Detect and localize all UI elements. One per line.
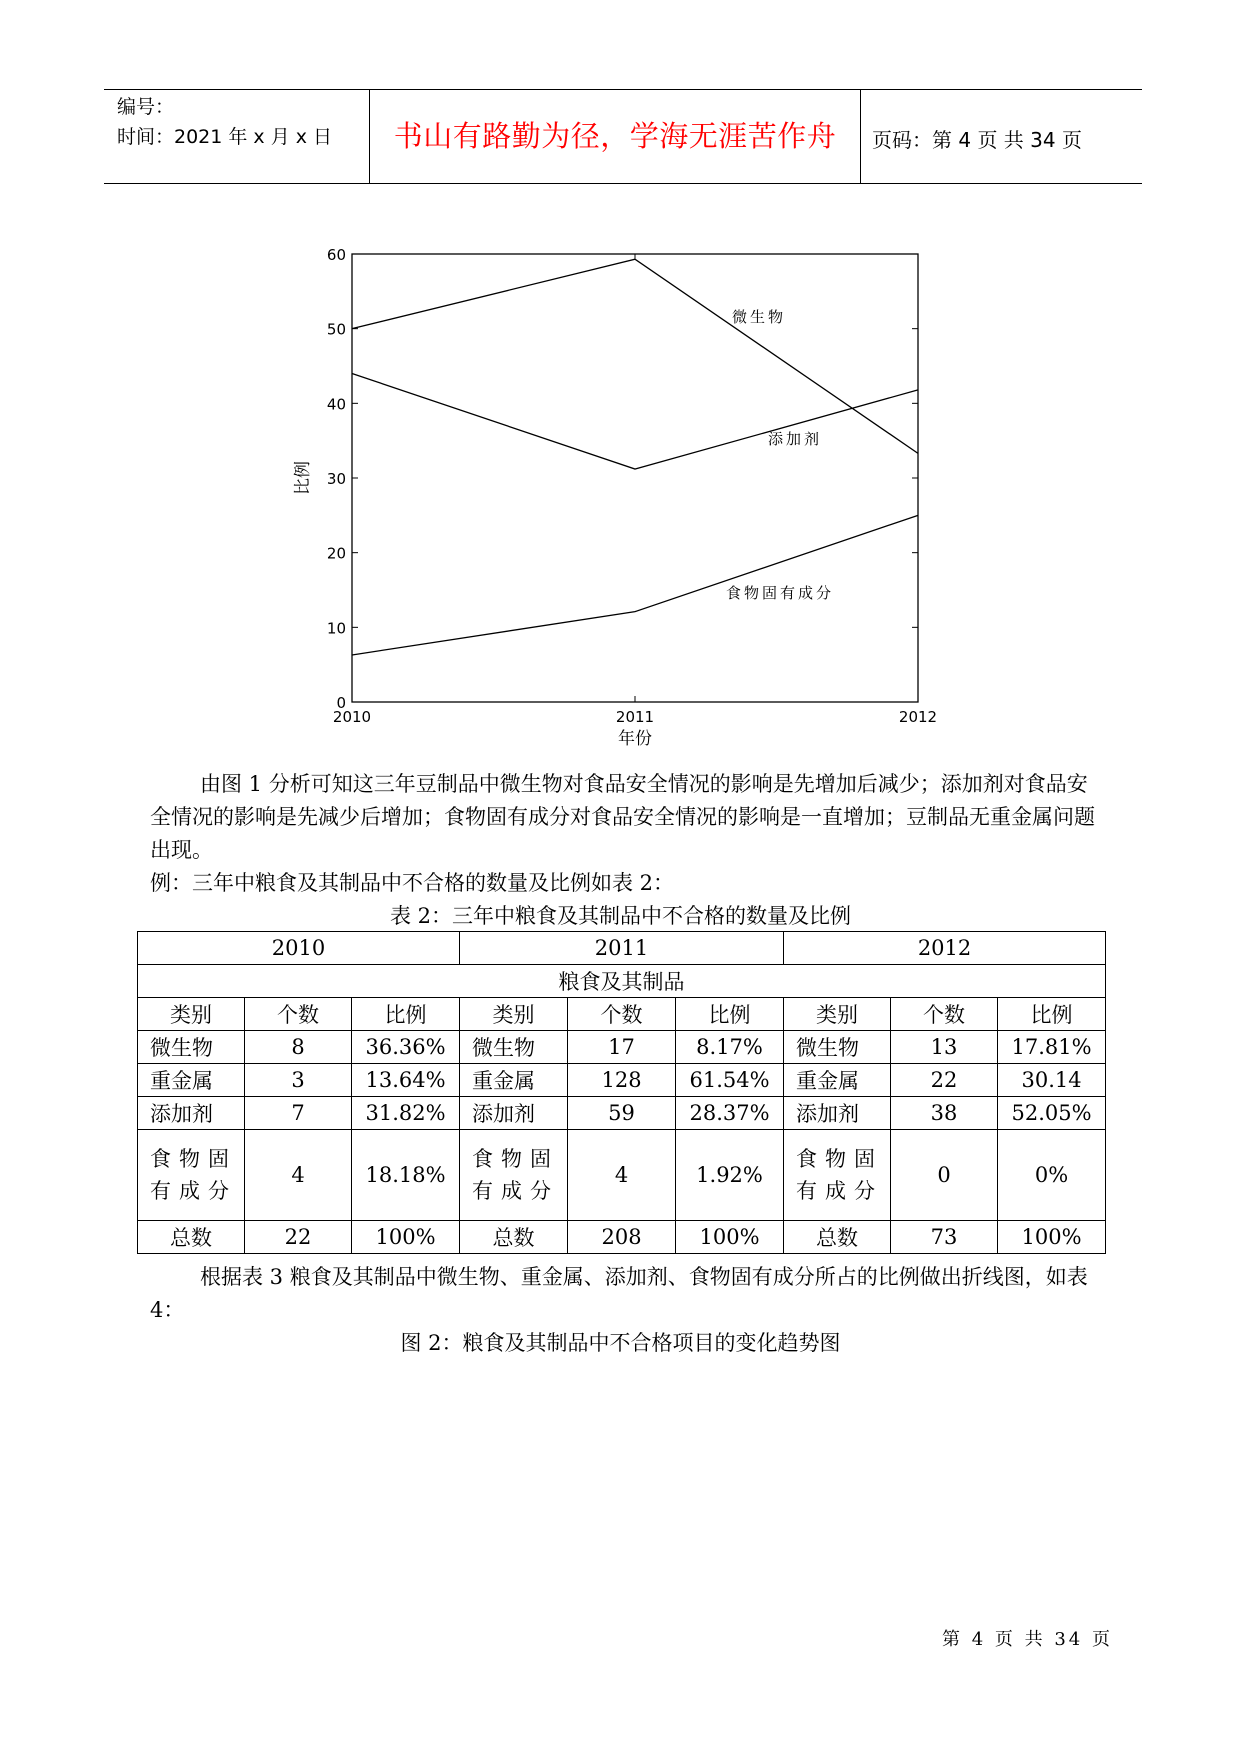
x-tick-label: 2012 — [898, 708, 938, 726]
x-tick-label: 2011 — [615, 708, 655, 726]
y-tick-label: 30 — [326, 470, 346, 488]
series-line — [352, 259, 918, 453]
row-label: 总数 — [784, 1221, 891, 1254]
cell: 30.14 — [998, 1064, 1106, 1097]
row-label: 食物固有成分 — [138, 1130, 245, 1221]
x-axis-label: 年份 — [618, 729, 652, 749]
series-label: 添加剂 — [768, 430, 823, 448]
doc-number: 编号： — [117, 96, 175, 118]
row-label: 重金属 — [460, 1064, 568, 1097]
series-line — [352, 373, 918, 469]
cell: 28.37% — [676, 1097, 784, 1130]
cell: 0 — [891, 1130, 998, 1221]
row-label: 总数 — [138, 1221, 245, 1254]
header-top-rule — [104, 89, 1142, 90]
y-axis-label: 比例 — [293, 461, 313, 495]
cell: 8.17% — [676, 1031, 784, 1064]
analysis-paragraph: 由图 1 分析可知这三年豆制品中微生物对食品安全情况的影响是先增加后减少；添加剂对食品安全情况的影响是先减少后增加；食物固有成分对食品安全情况的影响是一直增加；豆制品无重金属问题出现。 — [150, 772, 1095, 862]
y-tick-label: 40 — [326, 395, 346, 414]
cell: 7 — [245, 1097, 352, 1130]
cell: 31.82% — [352, 1097, 460, 1130]
row-label: 添加剂 — [138, 1097, 245, 1130]
cell: 100% — [352, 1221, 460, 1254]
col-header: 类别 — [460, 998, 568, 1031]
header-motto: 书山有路勤为径，学海无涯苦作舟 — [393, 119, 837, 153]
col-header: 个数 — [245, 998, 352, 1031]
cell: 4 — [245, 1130, 352, 1221]
col-header: 比例 — [676, 998, 784, 1031]
method-paragraph: 根据表 3 粮食及其制品中微生物、重金属、添加剂、食物固有成分所占的比例做出折线图，如表 4： — [150, 1265, 1088, 1322]
cell: 59 — [568, 1097, 676, 1130]
cell: 52.05% — [998, 1097, 1106, 1130]
header-page-number: 页码：第 4 页 共 34 页 — [872, 128, 1082, 152]
year-header: 2012 — [784, 932, 1106, 965]
cell: 18.18% — [352, 1130, 460, 1221]
cell: 1.92% — [676, 1130, 784, 1221]
table-row — [138, 1130, 1106, 1221]
table-row — [138, 1221, 1106, 1254]
column-header-row — [138, 998, 1106, 1031]
y-tick-label: 50 — [326, 320, 346, 339]
header-meta — [117, 92, 332, 152]
data-table — [137, 931, 1106, 1254]
cell: 17.81% — [998, 1031, 1106, 1064]
header-divider-right — [860, 89, 861, 183]
cell: 61.54% — [676, 1064, 784, 1097]
col-header: 个数 — [568, 998, 676, 1031]
row-label: 添加剂 — [460, 1097, 568, 1130]
row-label: 食物固有成分 — [460, 1130, 568, 1221]
cell: 8 — [245, 1031, 352, 1064]
series-label: 微生物 — [732, 308, 787, 326]
group-header: 粮食及其制品 — [138, 965, 1106, 998]
cell: 0% — [998, 1130, 1106, 1221]
plot-frame — [352, 254, 918, 702]
table-caption: 表 2：三年中粮食及其制品中不合格的数量及比例 — [389, 904, 852, 928]
x-tick-label: 2010 — [332, 708, 372, 726]
series-label: 食物固有成分 — [726, 584, 835, 602]
row-label: 重金属 — [138, 1064, 245, 1097]
row-label: 食物固有成分 — [784, 1130, 891, 1221]
row-label: 重金属 — [784, 1064, 891, 1097]
row-label: 微生物 — [138, 1031, 245, 1064]
cell: 17 — [568, 1031, 676, 1064]
cell: 22 — [245, 1221, 352, 1254]
cell: 13.64% — [352, 1064, 460, 1097]
cell: 38 — [891, 1097, 998, 1130]
table-row — [138, 1031, 1106, 1064]
y-tick-label: 60 — [326, 246, 346, 264]
year-header: 2010 — [138, 932, 460, 965]
year-header: 2011 — [460, 932, 784, 965]
col-header: 比例 — [998, 998, 1106, 1031]
cell: 208 — [568, 1221, 676, 1254]
cell: 22 — [891, 1064, 998, 1097]
y-tick-label: 10 — [326, 619, 346, 638]
table-row — [138, 1064, 1106, 1097]
cell: 13 — [891, 1031, 998, 1064]
cell: 100% — [676, 1221, 784, 1254]
col-header: 比例 — [352, 998, 460, 1031]
row-label: 微生物 — [784, 1031, 891, 1064]
row-label: 微生物 — [460, 1031, 568, 1064]
cell: 36.36% — [352, 1031, 460, 1064]
page-footer: 第 4 页 共 34 页 — [942, 1629, 1113, 1650]
cell: 3 — [245, 1064, 352, 1097]
header-bottom-rule — [104, 183, 1142, 184]
y-tick-label: 0 — [336, 694, 346, 712]
table-row — [138, 1097, 1106, 1130]
y-tick-label: 20 — [326, 544, 346, 563]
cell: 128 — [568, 1064, 676, 1097]
row-label: 添加剂 — [784, 1097, 891, 1130]
row-label: 总数 — [460, 1221, 568, 1254]
doc-time: 时间：2021 年 x 月 x 日 — [117, 126, 333, 148]
col-header: 类别 — [784, 998, 891, 1031]
figure-caption: 图 2：粮食及其制品中不合格项目的变化趋势图 — [400, 1331, 841, 1355]
cell: 4 — [568, 1130, 676, 1221]
cell: 73 — [891, 1221, 998, 1254]
example-paragraph: 例：三年中粮食及其制品中不合格的数量及比例如表 2： — [150, 871, 675, 895]
col-header: 类别 — [138, 998, 245, 1031]
col-header: 个数 — [891, 998, 998, 1031]
line-chart — [280, 240, 950, 760]
cell: 100% — [998, 1221, 1106, 1254]
